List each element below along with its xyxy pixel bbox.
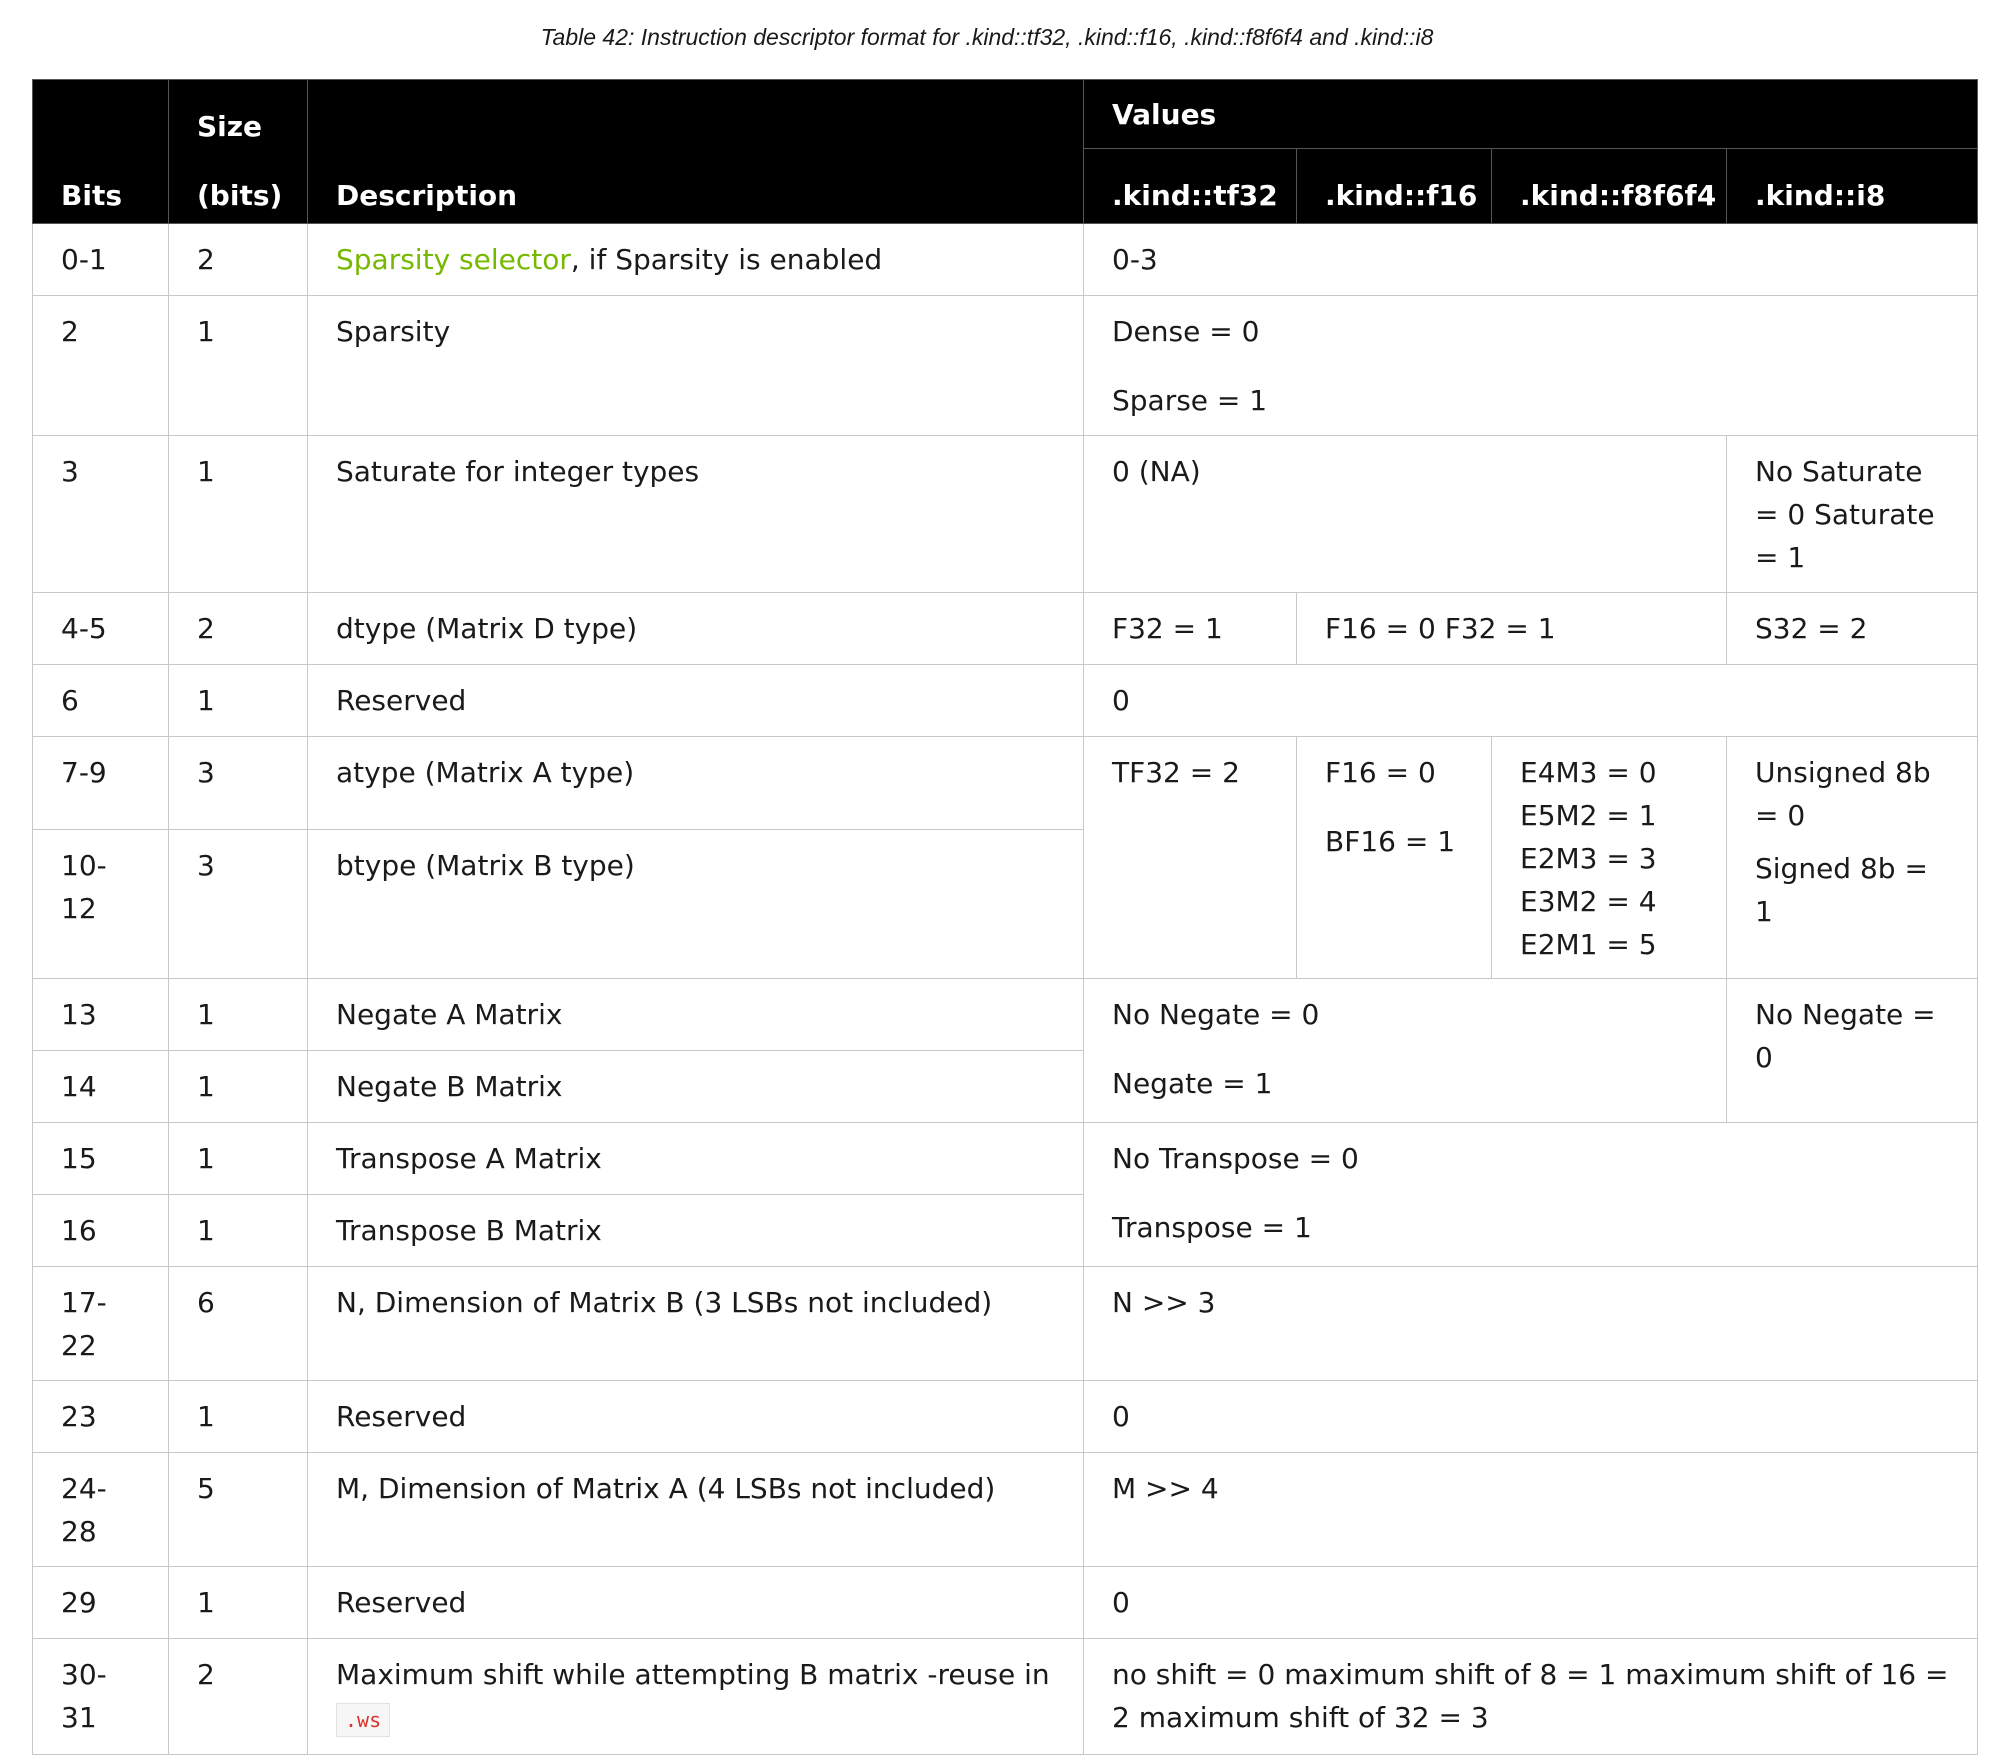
value-cell-f16: [1297, 737, 1492, 979]
value-cell-f16-f8f6f4: F16 = 0 F32 = 1: [1297, 593, 1727, 665]
value-cell: 0: [1084, 1381, 1978, 1453]
bits-cell: 15: [33, 1123, 169, 1195]
sparsity-selector-link[interactable]: Sparsity selector: [336, 243, 571, 276]
header-size: [169, 80, 308, 224]
value-cell-f8f6f4: [1492, 737, 1727, 979]
size-cell: 1: [169, 1051, 308, 1123]
value-cell: 0: [1084, 665, 1978, 737]
bits-cell: 10-12: [33, 830, 169, 979]
bits-cell: 2: [33, 296, 169, 436]
value-cell: 0 (NA): [1084, 436, 1727, 593]
value-line: Negate = 1: [1112, 1067, 1273, 1100]
value-line: Sparse = 1: [1112, 384, 1268, 417]
bits-cell: 7-9: [33, 737, 169, 830]
description-cell: Transpose B Matrix: [308, 1195, 1084, 1267]
description-cell: Saturate for integer types: [308, 436, 1084, 593]
size-cell: 1: [169, 979, 308, 1051]
description-cell: [308, 224, 1084, 296]
header-kind-tf32: .kind::tf32: [1084, 149, 1297, 224]
value-cell-i8: No Negate = 0: [1727, 979, 1978, 1123]
bits-cell: 0-1: [33, 224, 169, 296]
value-line: F16 = 0: [1325, 756, 1436, 789]
table-row: [33, 296, 1978, 436]
header-values: Values: [1084, 80, 1978, 149]
value-cell: M >> 4: [1084, 1453, 1978, 1567]
table-row: [33, 737, 1978, 830]
table-row: [33, 665, 1978, 737]
description-cell: M, Dimension of Matrix A (4 LSBs not included): [308, 1453, 1084, 1567]
header-size-line1: Size: [197, 110, 263, 143]
table-row: [33, 1453, 1978, 1567]
size-cell: 2: [169, 224, 308, 296]
bits-cell: 13: [33, 979, 169, 1051]
description-cell: Reserved: [308, 665, 1084, 737]
value-line: Transpose = 1: [1112, 1211, 1312, 1244]
description-cell: Sparsity: [308, 296, 1084, 436]
size-cell: 1: [169, 1195, 308, 1267]
table-row: [33, 224, 1978, 296]
description-cell: Transpose A Matrix: [308, 1123, 1084, 1195]
value-line: E5M2 = 1: [1520, 799, 1657, 832]
size-cell: 1: [169, 1567, 308, 1639]
size-cell: 1: [169, 665, 308, 737]
bits-cell: 30-31: [33, 1639, 169, 1755]
table-caption: Table 42: Instruction descriptor format for .kind::tf32, .kind::f16, .kind::f8f6f4 and .kind::i8: [540, 24, 1434, 50]
size-cell: 3: [169, 737, 308, 830]
size-cell: 1: [169, 1381, 308, 1453]
value-cell: 0: [1084, 1567, 1978, 1639]
value-cell-i8: S32 = 2: [1727, 593, 1978, 665]
value-cell: [1084, 979, 1727, 1123]
description-cell: atype (Matrix A type): [308, 737, 1084, 830]
description-cell: dtype (Matrix D type): [308, 593, 1084, 665]
bits-cell: 3: [33, 436, 169, 593]
bits-cell: 14: [33, 1051, 169, 1123]
size-cell: 6: [169, 1267, 308, 1381]
header-kind-i8: .kind::i8: [1727, 149, 1978, 224]
description-cell: Negate B Matrix: [308, 1051, 1084, 1123]
description-cell: Reserved: [308, 1381, 1084, 1453]
table-row: [33, 1639, 1978, 1755]
value-line: E4M3 = 0: [1520, 756, 1657, 789]
value-line: Dense = 0: [1112, 315, 1260, 348]
value-line: E3M2 = 4: [1520, 885, 1657, 918]
value-cell: 0-3: [1084, 224, 1978, 296]
value-line: E2M3 = 3: [1520, 842, 1657, 875]
size-cell: 2: [169, 593, 308, 665]
size-cell: 1: [169, 296, 308, 436]
bits-cell: 23: [33, 1381, 169, 1453]
bits-cell: 24-28: [33, 1453, 169, 1567]
header-description: Description: [308, 80, 1084, 224]
size-cell: 1: [169, 436, 308, 593]
value-line: No Transpose = 0: [1112, 1142, 1359, 1175]
value-cell-i8: No Saturate = 0 Saturate = 1: [1727, 436, 1978, 593]
table-row: [33, 1123, 1978, 1195]
bits-cell: 29: [33, 1567, 169, 1639]
value-line: Signed 8b = 1: [1755, 852, 1928, 928]
table-row: [33, 1567, 1978, 1639]
value-cell: no shift = 0 maximum shift of 8 = 1 maximum shift of 16 = 2 maximum shift of 32 = 3: [1084, 1639, 1978, 1755]
value-cell-i8: [1727, 737, 1978, 979]
header-kind-f8f6f4: .kind::f8f6f4: [1492, 149, 1727, 224]
bits-cell: 16: [33, 1195, 169, 1267]
value-cell: N >> 3: [1084, 1267, 1978, 1381]
value-line: No Negate = 0: [1112, 998, 1320, 1031]
header-bits: Bits: [33, 80, 169, 224]
value-line: Unsigned 8b = 0: [1755, 756, 1931, 832]
size-cell: 2: [169, 1639, 308, 1755]
header-kind-f16: .kind::f16: [1297, 149, 1492, 224]
description-cell: [308, 1639, 1084, 1755]
bits-cell: 6: [33, 665, 169, 737]
table-row: [33, 979, 1978, 1051]
bits-cell: 4-5: [33, 593, 169, 665]
description-cell: btype (Matrix B type): [308, 830, 1084, 979]
description-text: Maximum shift while attempting B matrix -reuse in: [336, 1658, 1050, 1691]
size-cell: 1: [169, 1123, 308, 1195]
table-row: [33, 436, 1978, 593]
bits-cell: 17-22: [33, 1267, 169, 1381]
table-row: [33, 593, 1978, 665]
value-cell-tf32: TF32 = 2: [1084, 737, 1297, 979]
description-cell: N, Dimension of Matrix B (3 LSBs not included): [308, 1267, 1084, 1381]
value-cell: [1084, 1123, 1978, 1267]
instruction-descriptor-table: [32, 79, 1978, 1755]
size-cell: 3: [169, 830, 308, 979]
value-line: BF16 = 1: [1325, 825, 1456, 858]
description-cell: Negate A Matrix: [308, 979, 1084, 1051]
size-cell: 5: [169, 1453, 308, 1567]
value-line: E2M1 = 5: [1520, 928, 1657, 961]
value-cell-tf32: F32 = 1: [1084, 593, 1297, 665]
description-cell: Reserved: [308, 1567, 1084, 1639]
table-row: [33, 1267, 1978, 1381]
ws-code: .ws: [336, 1703, 390, 1737]
table-row: [33, 1381, 1978, 1453]
header-size-line2: (bits): [197, 179, 283, 212]
description-text: , if Sparsity is enabled: [570, 243, 883, 276]
value-cell: [1084, 296, 1978, 436]
